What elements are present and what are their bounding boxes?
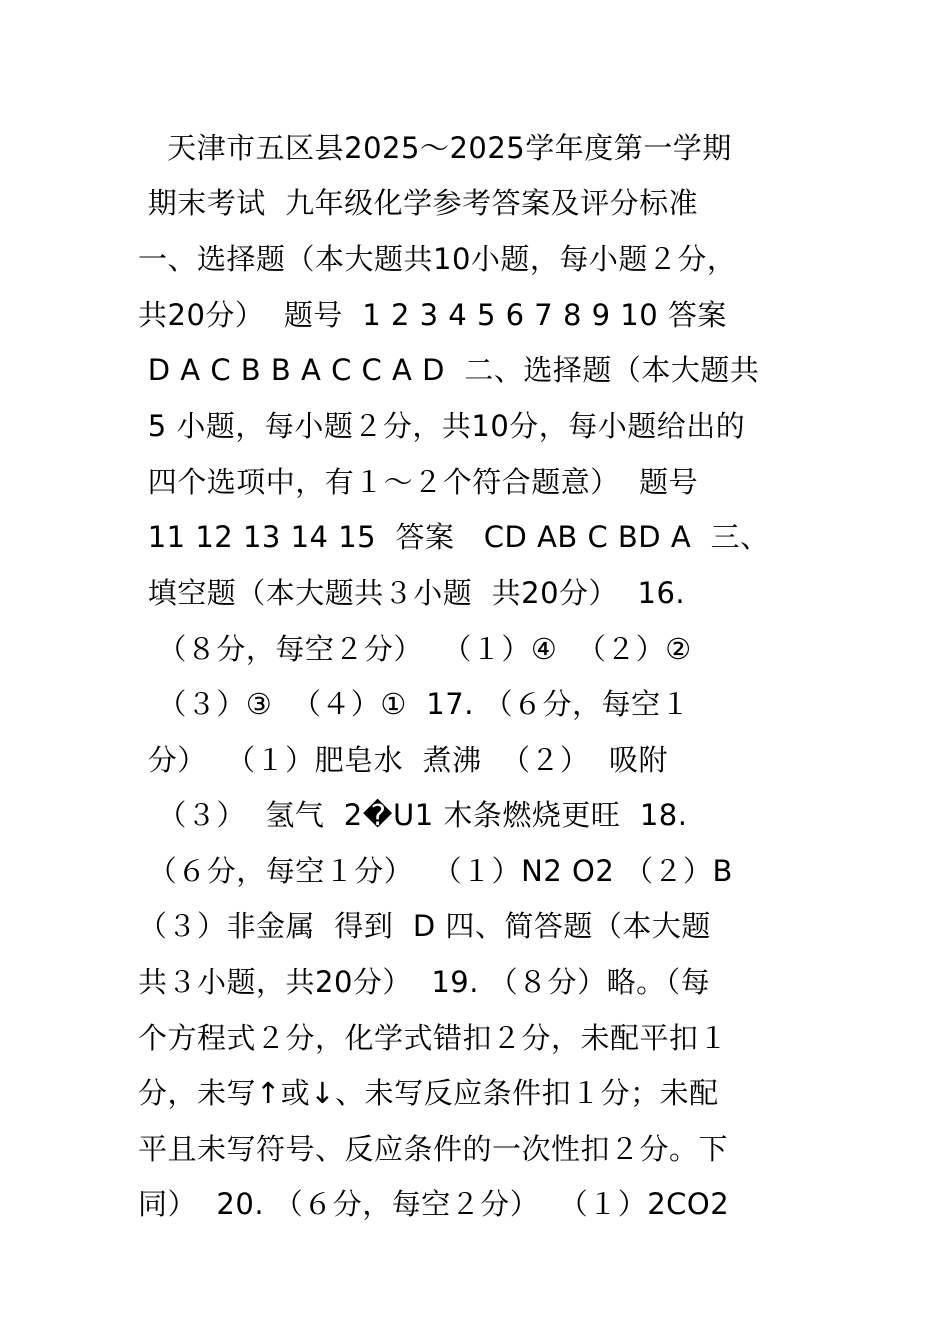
document-line: 分，未写↑或↓、未写反应条件扣１分；未配 <box>138 1076 719 1110</box>
document-line: 5 小题，每小题２分，共10分，每小题给出的 <box>138 409 746 443</box>
document-line: 平且未写符号、反应条件的一次性扣２分。下 <box>138 1132 729 1166</box>
document-line: 一、选择题（本大题共10小题，每小题２分， <box>138 242 737 276</box>
document-line: （８分，每空２分） （１）④ （２）② <box>138 632 692 666</box>
document-line: 天津市五区县2025～2025学年度第一学期 <box>138 131 732 165</box>
document-line: （３）非金属 得到 D 四、简答题（本大题 <box>138 909 711 943</box>
document-line: 分） （１）肥皂水 煮沸 （２） 吸附 <box>138 743 668 777</box>
document-line: 共20分） 题号 1 2 3 4 5 6 7 8 9 10 答案 <box>138 298 727 332</box>
document-line: 期末考试 九年级化学参考答案及评分标准 <box>138 186 699 220</box>
document-line: D A C B B A C C A D 二、选择题（本大题共 <box>138 353 760 387</box>
document-line: 填空题（本大题共３小题 共20分） 16. <box>138 576 686 610</box>
document-line: 四个选项中，有１～２个符合题意） 题号 <box>138 465 699 499</box>
document-line: （３）③ （４）① 17. （６分，每空１ <box>138 687 691 721</box>
document-line: 共３小题，共20分） 19. （８分）略。（每 <box>138 965 711 999</box>
document-line: （６分，每空１分） （１）N2 O2 （２）B <box>138 854 733 888</box>
document-line: 个方程式２分，化学式错扣２分，未配平扣１ <box>138 1021 729 1055</box>
document-line: 11 12 13 14 15 答案 CD AB C BD A 三、 <box>138 520 770 554</box>
document-line: 同） 20. （６分，每空２分） （１）2CO2 <box>138 1187 730 1221</box>
document-line: （３） 氢气 2�U1 木条燃烧更旺 18. <box>138 798 688 832</box>
